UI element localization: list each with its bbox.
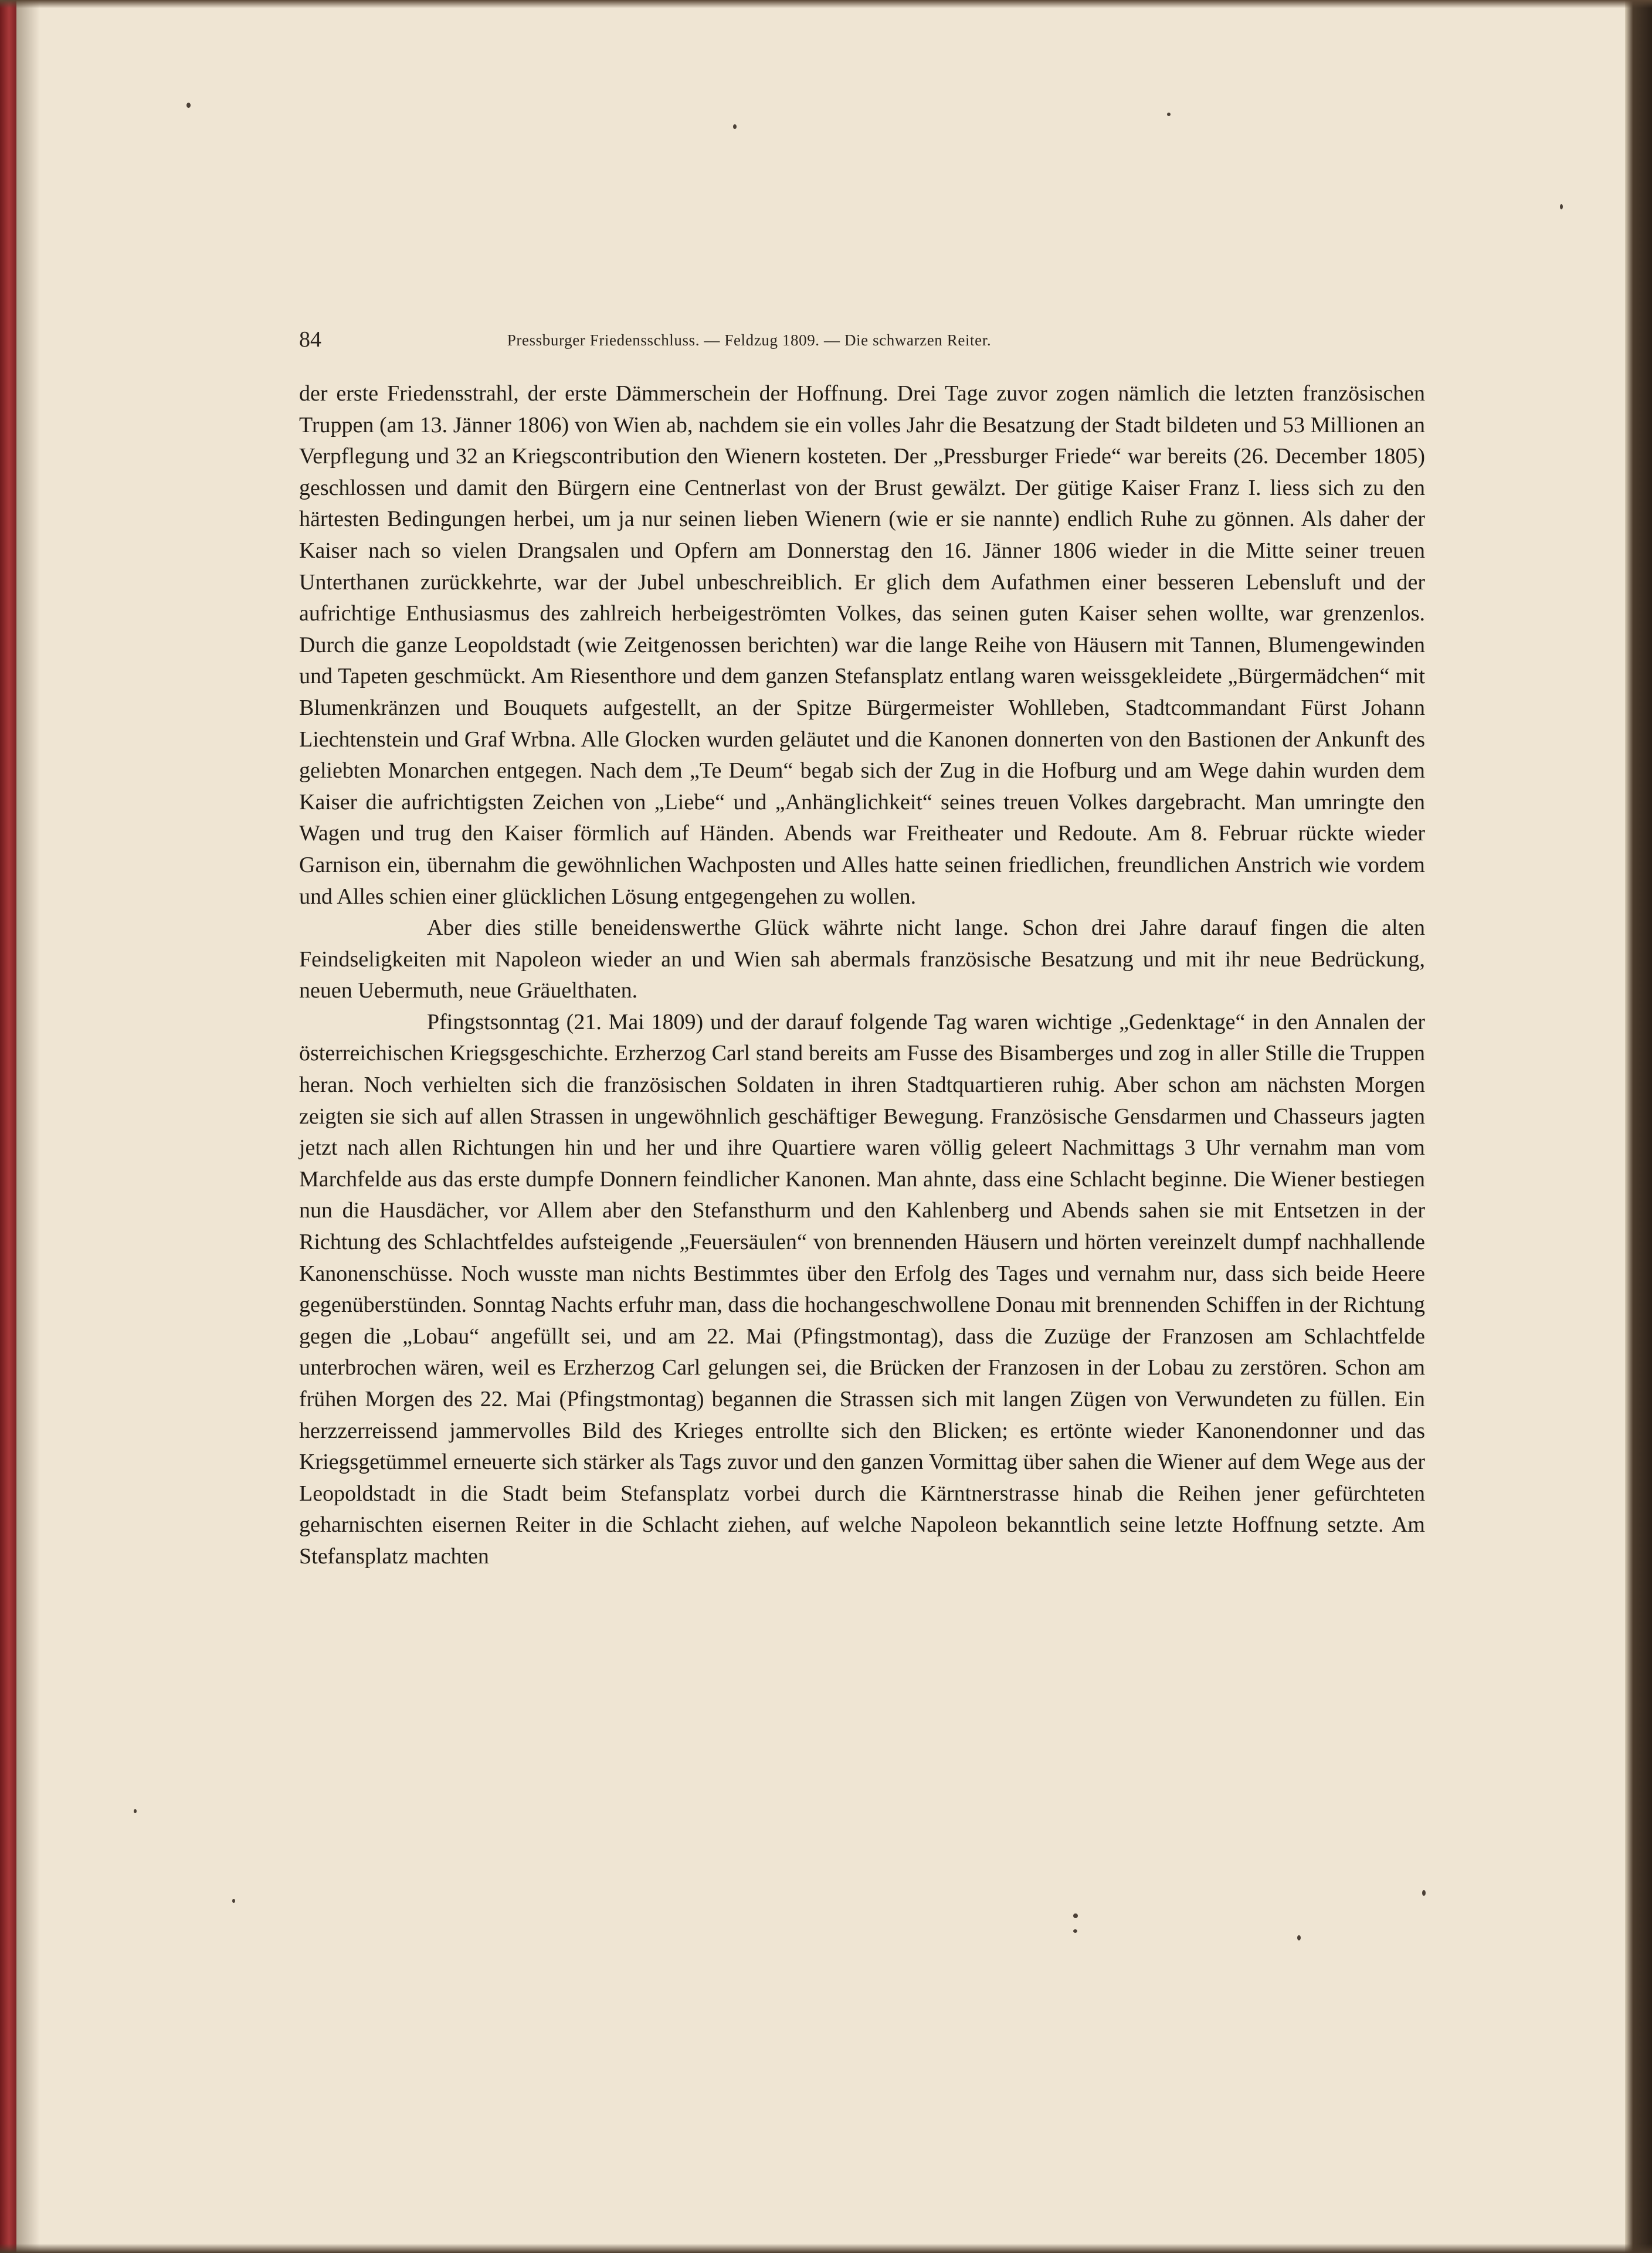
paper-speck — [1297, 1935, 1301, 1940]
page-number: 84 — [299, 327, 321, 352]
paragraph: der erste Friedensstrahl, der erste Dämmerschein der Hoffnung. Drei Tage zuvor zogen nämlich die letzten französischen Truppen (am 13. Jänner 1806) von Wien ab, nachdem sie ein volles Jahr die Besatzung der Stadt bildeten und 53 Millionen an Verpflegung und 32 an Kriegscontribution den Wienern kosteten. Der „Pressburger Friede“ war bereits (26. December 1805) geschlossen und damit den Bürgern eine Centnerlast von der Brust gewälzt. Der gütige Kaiser Franz I. liess sich zu den härtesten Bedingungen herbei, um ja nur seinen lieben Wienern (wie er sie nannte) endlich Ruhe zu gönnen. Als daher der Kaiser nach so vielen Drangsalen und Opfern am Donnerstag den 16. Jänner 1806 wieder in die Mitte seiner treuen Unterthanen zurückkehrte, war der Jubel unbeschreiblich. Er glich dem Aufathmen einer besseren Lebensluft und der aufrichtige Enthusiasmus des zahlreich herbeigeströmten Volkes, das seinen guten Kaiser sehen wollte, war grenzenlos. Durch die ganze Leopoldstadt (wie Zeitgenossen berichten) war die lange Reihe von Häusern mit Tannen, Blumengewinden und Tapeten geschmückt. Am Riesenthore und dem ganzen Stefansplatz entlang waren weissgekleidete „Bürgermädchen“ mit Blumenkränzen und Bouquets aufgestellt, an der Spitze Bürgermeister Wohlleben, Stadtcommandant Fürst Johann Liechtenstein und Graf Wrbna. Alle Glocken wurden geläutet und die Kanonen donnerten von den Bastionen der Ankunft des geliebten Monarchen entgegen. Nach dem „Te Deum“ begab sich der Zug in die Hofburg und am Wege dahin wurden dem Kaiser die aufrichtigsten Zeichen von „Liebe“ und „Anhänglichkeit“ seines treuen Volkes dargebracht. Man umringte den Wagen und trug den Kaiser förmlich auf Händen. Abends war Freitheater und Redoute. Am 8. Februar rückte wieder Garnison ein, übernahm die gewöhnlichen Wachposten und Alles hatte seinen friedlichen, freundlichen Anstrich wie vordem und Alles schien einer glücklichen Lösung entgegengehen zu wollen. — [299, 381, 1425, 909]
paragraph: Aber dies stille beneidenswerthe Glück währte nicht lange. Schon drei Jahre darauf fingen die alten Feindseligkeiten mit Napoleon wieder an und Wien sah abermals französische Besatzung und mit ihr neue Bedrückung, neuen Uebermuth, neue Gräuelthaten. — [299, 915, 1425, 1003]
paper-speck — [733, 124, 737, 129]
paper-speck — [1167, 113, 1171, 116]
gutter-shadow — [16, 0, 40, 2253]
page-right-edge — [1625, 0, 1652, 2253]
red-binding-edge — [0, 0, 16, 2253]
paper-speck — [1422, 1890, 1426, 1896]
paper-speck — [232, 1899, 235, 1903]
paragraph: Pfingstsonntag (21. Mai 1809) und der darauf folgende Tag waren wichtige „Gedenktage“ in den Annalen der österreichischen Kriegsgeschichte. Erzherzog Carl stand bereits am Fusse des Bisamberges und zog in aller Stille die Truppen heran. Noch verhielten sich die französischen Soldaten in ihren Stadtquartieren ruhig. Aber schon am nächsten Morgen zeigten sie sich auf allen Strassen in ungewöhnlich geschäftiger Bewegung. Französische Gensdarmen und Chasseurs jagten jetzt nach allen Richtungen hin und her und ihre Quartiere waren völlig geleert Nachmittags 3 Uhr vernahm man vom Marchfelde aus das erste dumpfe Donnern feindlicher Kanonen. Man ahnte, dass eine Schlacht beginne. Die Wiener bestiegen nun die Hausdächer, vor Allem aber den Stefansthurm und den Kahlenberg und Abends sahen sie mit Entsetzen in der Richtung des Schlachtfeldes aufsteigende „Feuersäulen“ von brennenden Häusern und hörten vereinzelt dumpf nachhallende Kanonenschüsse. Noch wusste man nichts Bestimmtes über den Erfolg des Tages und vernahm nur, dass sich beide Heere gegenüberstünden. Sonntag Nachts erfuhr man, dass die hochangeschwollene Donau mit brennenden Schiffen in der Richtung gegen die „Lobau“ angefüllt sei, und am 22. Mai (Pfingstmontag), dass die Zuzüge der Franzosen am Schlachtfelde unterbrochen wären, weil es Erzherzog Carl gelungen sei, die Brücken der Franzosen in der Lobau zu zerstören. Schon am frühen Morgen des 22. Mai (Pfingstmontag) begannen die Strassen sich mit langen Zügen von Verwundeten zu füllen. Ein herzzerreissend jammervolles Bild des Krieges entrollte sich den Blicken; es ertönte wieder Kanonendonner und das Kriegsgetümmel erneuerte sich stärker als Tags zuvor und den ganzen Vormittag über sahen die Wiener auf dem Wege aus der Leopoldstadt in die Stadt beim Stefansplatz vorbei durch die Kärntnerstrasse hinab die Reihen jener gefürchteten geharnischten eisernen Reiter in die Schlacht ziehen, auf welche Napoleon bekanntlich seine letzte Hoffnung setzte. Am Stefansplatz machten — [299, 1009, 1425, 1569]
page-bottom-edge — [0, 2244, 1652, 2253]
paper-speck — [1073, 1929, 1077, 1933]
body-text — [299, 378, 1425, 1573]
running-title: Pressburger Friedensschluss. — Feldzug 1809. — Die schwarzen Reiter. — [507, 331, 992, 349]
paper-speck — [134, 1809, 137, 1813]
paper-speck — [1560, 204, 1563, 209]
page-header — [299, 325, 1199, 355]
page-top-edge — [0, 0, 1652, 8]
paper-speck — [186, 103, 191, 108]
paper-speck — [1073, 1913, 1078, 1918]
